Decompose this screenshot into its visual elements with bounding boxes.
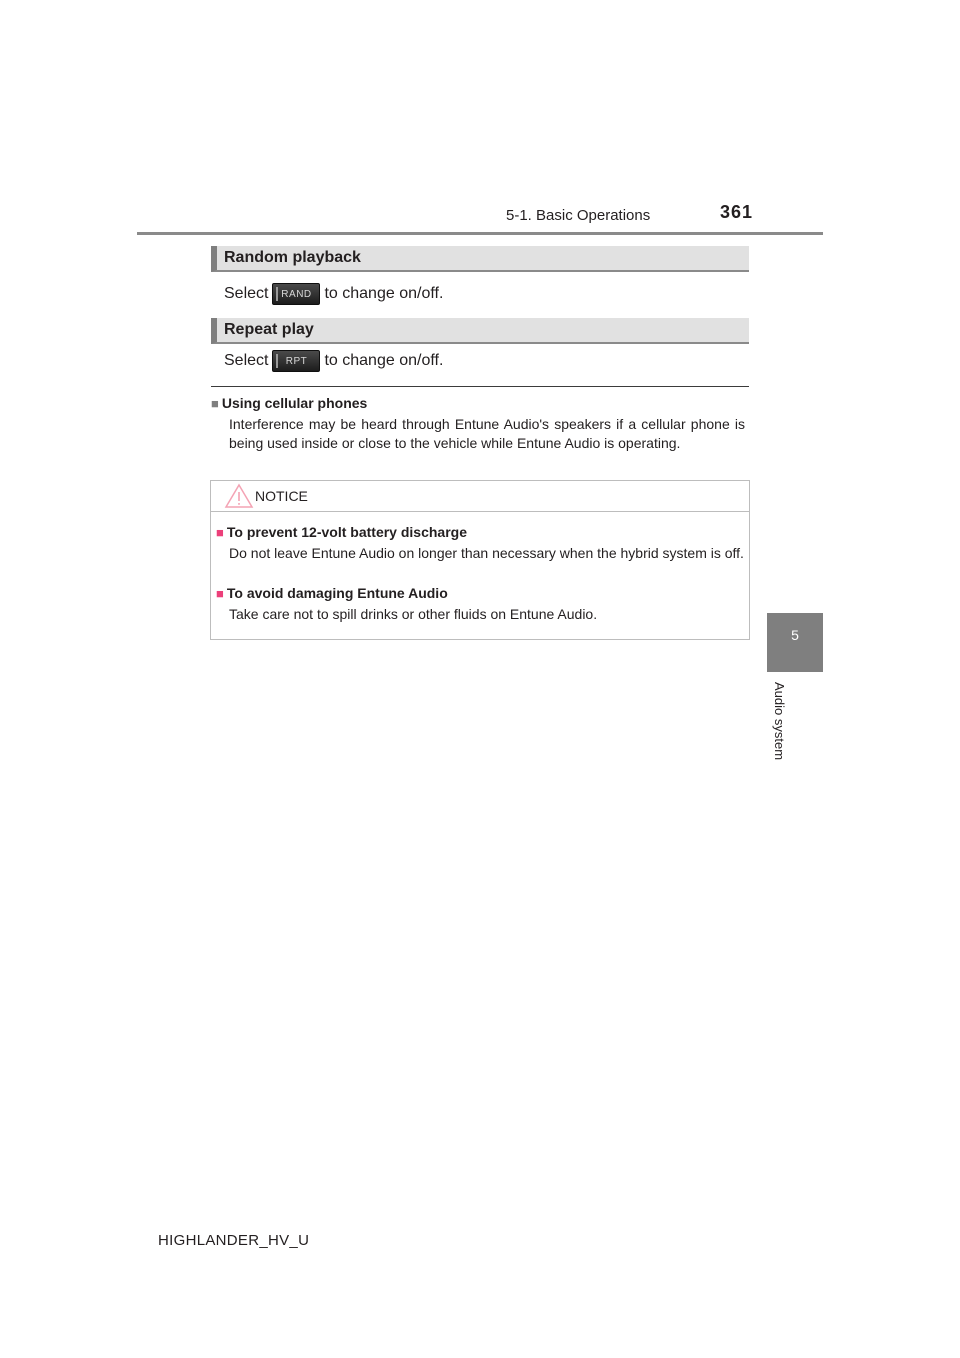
- note-text: Interference may be heard through Entune Audio's speakers if a cellular phone is being used inside or close to the vehicle while Entune Audio is operating.: [229, 416, 745, 451]
- section-divider: [211, 386, 749, 387]
- chapter-label: Audio system: [772, 682, 787, 761]
- note-bullet-icon: ■: [211, 396, 219, 411]
- rpt-button-icon: RPT: [272, 350, 320, 372]
- chapter-tab: [767, 613, 823, 672]
- repeat-suffix-text: to change on/off.: [324, 352, 444, 369]
- warning-triangle-icon: [224, 483, 254, 509]
- notice-box: [210, 480, 750, 640]
- notice-item-text: Do not leave Entune Audio on longer than necessary when the hybrid system is off.: [229, 545, 744, 561]
- notice-item-title-line: [216, 524, 467, 540]
- notice-item-title-line: [216, 585, 448, 601]
- repeat-select-text: Select: [224, 352, 269, 369]
- random-playback-heading-bar: [211, 246, 749, 272]
- note-title: Using cellular phones: [221, 395, 368, 411]
- chapter-number: 5: [791, 627, 799, 643]
- repeat-play-instruction: [224, 350, 443, 372]
- notice-item-title: To avoid damaging Entune Audio: [226, 585, 448, 601]
- notice-item-title: To prevent 12-volt battery discharge: [226, 524, 467, 540]
- random-playback-instruction: [224, 283, 443, 305]
- notice-bullet-icon: ■: [216, 586, 224, 601]
- rand-button-icon: RAND: [272, 283, 320, 305]
- notice-bullet-icon: ■: [216, 525, 224, 540]
- header-divider: [137, 232, 823, 235]
- random-select-text: Select: [224, 285, 269, 302]
- note-title-line: [211, 395, 367, 411]
- notice-item-text: Take care not to spill drinks or other fluids on Entune Audio.: [229, 606, 598, 622]
- notice-label: NOTICE: [255, 488, 308, 504]
- model-code: HIGHLANDER_HV_U: [158, 1232, 310, 1249]
- random-playback-heading: Random playback: [224, 249, 361, 266]
- section-title: 5-1. Basic Operations: [506, 207, 651, 224]
- repeat-play-heading-bar: [211, 318, 749, 344]
- random-suffix-text: to change on/off.: [324, 285, 444, 302]
- repeat-play-heading: Repeat play: [224, 321, 314, 338]
- page-number: 361: [720, 202, 754, 222]
- notice-header-divider: [211, 511, 749, 512]
